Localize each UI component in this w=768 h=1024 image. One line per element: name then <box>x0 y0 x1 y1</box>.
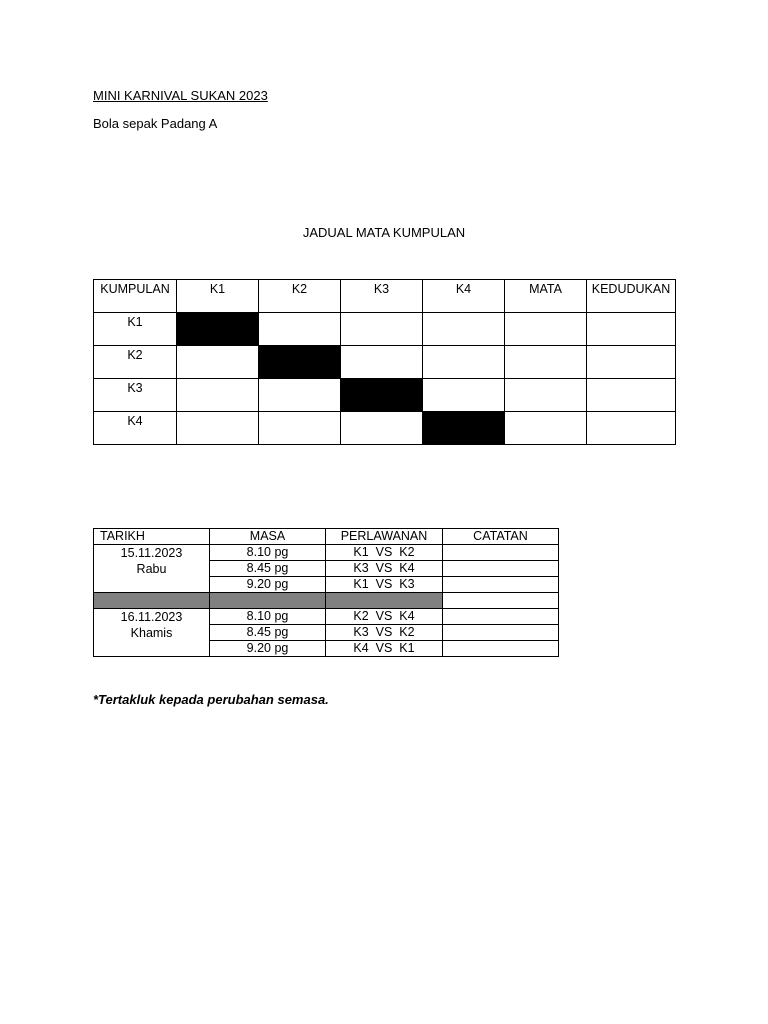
team-label-cell: K1 <box>94 313 177 346</box>
header-cell: K2 <box>259 280 341 313</box>
points-cell[interactable] <box>505 313 587 346</box>
points-cell[interactable] <box>505 412 587 445</box>
time-cell: 8.45 pg <box>210 625 326 641</box>
team-label-cell: K2 <box>94 346 177 379</box>
match-cell: K3 VS K2 <box>326 625 443 641</box>
table-row <box>94 346 676 379</box>
rank-cell[interactable] <box>587 313 676 346</box>
schedule-header-row <box>94 529 559 545</box>
match-day: Rabu <box>136 562 167 576</box>
match-date: 15.11.2023 <box>120 546 183 560</box>
separator-row <box>94 593 559 609</box>
table-row <box>94 313 676 346</box>
header-cell: K1 <box>177 280 259 313</box>
blocked-cell <box>177 313 259 346</box>
match-cell: K1 VS K2 <box>326 545 443 561</box>
table-row <box>94 609 559 625</box>
separator-cell <box>94 593 210 609</box>
rank-cell[interactable] <box>587 379 676 412</box>
blocked-cell <box>423 412 505 445</box>
score-cell[interactable] <box>423 379 505 412</box>
score-cell[interactable] <box>341 412 423 445</box>
points-cell[interactable] <box>505 346 587 379</box>
score-cell[interactable] <box>177 379 259 412</box>
score-cell[interactable] <box>423 346 505 379</box>
rank-cell[interactable] <box>587 346 676 379</box>
score-cell[interactable] <box>177 412 259 445</box>
score-cell[interactable] <box>341 313 423 346</box>
separator-cell <box>326 593 443 609</box>
points-cell[interactable] <box>505 379 587 412</box>
date-cell <box>94 545 210 593</box>
time-cell: 9.20 pg <box>210 577 326 593</box>
match-cell: K2 VS K4 <box>326 609 443 625</box>
points-table-header-row <box>94 280 676 313</box>
note-cell[interactable] <box>443 545 559 561</box>
team-label-cell: K3 <box>94 379 177 412</box>
note-cell[interactable] <box>443 625 559 641</box>
score-cell[interactable] <box>177 346 259 379</box>
time-cell: 8.45 pg <box>210 561 326 577</box>
points-table <box>93 279 676 445</box>
score-cell[interactable] <box>341 346 423 379</box>
header-cell: PERLAWANAN <box>326 529 443 545</box>
score-cell[interactable] <box>423 313 505 346</box>
footnote: *Tertakluk kepada perubahan semasa. <box>93 692 329 707</box>
separator-cell <box>443 593 559 609</box>
date-cell <box>94 609 210 657</box>
table-row <box>94 379 676 412</box>
blocked-cell <box>341 379 423 412</box>
match-cell: K4 VS K1 <box>326 641 443 657</box>
table-row <box>94 412 676 445</box>
rank-cell[interactable] <box>587 412 676 445</box>
points-table-heading: JADUAL MATA KUMPULAN <box>302 225 466 240</box>
score-cell[interactable] <box>259 313 341 346</box>
header-cell: MATA <box>505 280 587 313</box>
match-cell: K3 VS K4 <box>326 561 443 577</box>
note-cell[interactable] <box>443 609 559 625</box>
header-cell: TARIKH <box>94 529 210 545</box>
match-day: Khamis <box>130 626 173 640</box>
header-cell: KEDUDUKAN <box>587 280 676 313</box>
document-subtitle: Bola sepak Padang A <box>93 116 218 131</box>
header-cell: MASA <box>210 529 326 545</box>
match-cell: K1 VS K3 <box>326 577 443 593</box>
time-cell: 8.10 pg <box>210 609 326 625</box>
table-row <box>94 545 559 561</box>
separator-cell <box>210 593 326 609</box>
header-cell: KUMPULAN <box>94 280 177 313</box>
header-cell: K4 <box>423 280 505 313</box>
score-cell[interactable] <box>259 412 341 445</box>
score-cell[interactable] <box>259 379 341 412</box>
time-cell: 8.10 pg <box>210 545 326 561</box>
header-cell: CATATAN <box>443 529 559 545</box>
note-cell[interactable] <box>443 577 559 593</box>
header-cell: K3 <box>341 280 423 313</box>
schedule-table <box>93 528 559 657</box>
blocked-cell <box>259 346 341 379</box>
note-cell[interactable] <box>443 641 559 657</box>
team-label-cell: K4 <box>94 412 177 445</box>
document-title: MINI KARNIVAL SUKAN 2023 <box>93 88 268 103</box>
match-date: 16.11.2023 <box>120 610 183 624</box>
time-cell: 9.20 pg <box>210 641 326 657</box>
note-cell[interactable] <box>443 561 559 577</box>
